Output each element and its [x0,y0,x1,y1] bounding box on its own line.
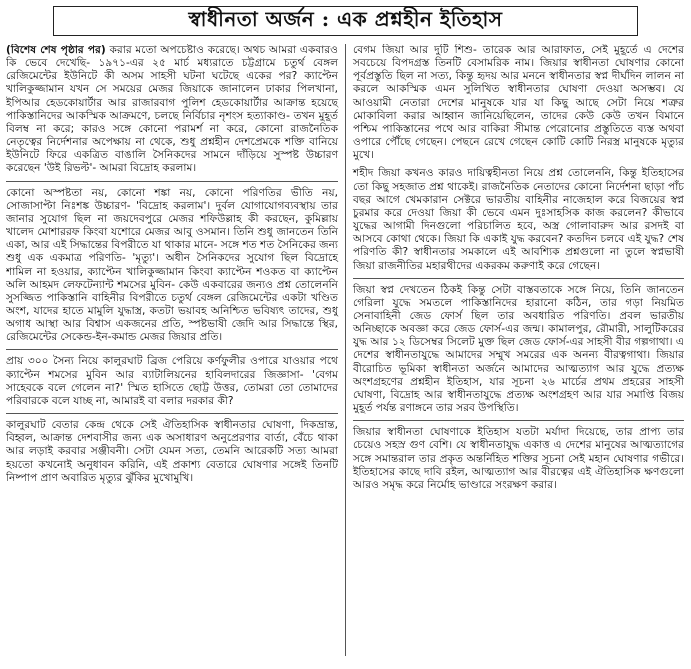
headline-box [53,6,638,36]
article-paragraph: জিয়ার স্বাধীনতা ঘোষণাকে ইতিহাস যতটা মর্যাদা দিয়েছে, তার প্রাপ্য তার চেয়েও সহস্র গুণ বেশি। যে স্বাধীনতাযুদ্ধ একাত্ত এ দেশের মানুষের আত্মত্যাগের সঙ্গে সমান্তরাল তার প্রকৃত অন্তর্নিহিত শক্তির সূচনা সেই মহান ঘোষণার গভীরে। ইতিহাসের কাছে দাবি রইল, আত্মত্যাগ আর বীরত্বের এই ঐতিহাসিক ক্ষণগুলো আরও সমৃদ্ধ করে নির্মোহ ভাণ্ডারে সংরক্ষণ করার। [353,426,684,491]
right-column [345,44,684,656]
article-paragraph: বেগম জিয়া আর দুটি শিশু- তারেক আর আরাফাত, সেই মুহূর্তে এ দেশের সবচেয়ে বিপদগ্রস্ত তিনটি বেসামরিক নাম। জিয়ার স্বাধীনতা ঘোষণার কোনো পূর্বপ্রস্তুতি ছিল না সত্য, কিন্তু হৃদয় আর মননে স্বাধীনতার স্বপ্ন দীর্ঘদিন লালন না করলে আকস্মিক এমন সুলিখিত স্বাধীনতার ঘোষণা দেওয়া অসম্ভব। যে আওয়ামী নেতারা দেশের মানুষকে যার যা কিছু আছে সেটা নিয়ে শত্রুর মোকাবিলা করার আহ্বান জানিয়েছিলেন, তাদের কেউ কেউ তখন বিমানে পশ্চিম পাকিস্তানের পথে আর বাকিরা সীমান্ত পেরোনোর প্রস্তুতিতে ব্যস্ত অথবা ওপারে পৌঁছে গেছেন। পেছনে রেখে গেছেন কোটি কোটি নিরস্ত্র মানুষকে মৃত্যুর মুখে। [353,44,684,162]
article-paragraph: কালুরঘাট বেতার কেন্দ্র থেকে সেই ঐতিহাসিক স্বাধীনতার ঘোষণা, দিকভ্রান্ত, বিহ্বল, আক্রান্ত দেশবাসীর জন্য এক অসাধারণ অনুপ্রেরণার বার্তা, বেঁচে থাকা আর লড়াই করবার সঞ্জীবনী। সেটা যেমন সত্য, তেমনি আরেকটি সত্য আমরা হয়তো কখনোই অনুধাবন করিনি, এই প্রকাশ্য বেতারে ঘোষণার সঙ্গেই তিনটি নিষ্পাপ প্রাণ অবারিত মৃত্যুর ঝুঁকির মুখোমুখি। [6,419,338,484]
left-column [6,44,345,656]
article-paragraph: জিয়া স্বপ্ন দেখতেন ঠিকই কিন্তু সেটা বাস্তবতাকে সঙ্গে নিয়ে, তিনি জানতেন গেরিলা যুদ্ধে সমতলে পাকিস্তানিদের হারানো কঠিন, তার গড়া নিয়মিত সেনাবাহিনী জেড ফোর্স ছিল তার অবধারিত পরিণতি। প্রবল ভারতীয় অনিচ্ছাকে অবজ্ঞা করে জেড ফোর্স-এর জন্ম। কামালপুর, রৌমারী, সালুটিকরের যুদ্ধ আর ১২ ডিসেম্বর সিলেট মুক্ত ছিল জেড ফোর্স-এর সাহসী বীর গল্পগাথা। এ দেশের স্বাধীনতাযুদ্ধে আমাদের সম্মুখ সমরের এক অনন্য বীরত্বগাথা। জিয়ার বীরোচিত ভূমিকা স্বাধীনতা অর্জনে আমাদের আত্মত্যাগ আর যুদ্ধে প্রত্যক্ষ অংশগ্রহণের প্রশ্নহীন ইতিহাস, যার সূচনা ২৬ মার্চের প্রথম প্রহরের সাহসী ঘোষণা, বিদ্রোহ আর স্বাধীনতাযুদ্ধে প্রত্যক্ষ অংশগ্রহণ আর যার সমাপ্তি বিজয় মুহূর্ত পর্যন্ত রণাঙ্গনে তার সরব উপস্থিতি। [353,283,684,415]
paragraph-divider [6,181,338,182]
paragraph-divider [353,278,684,279]
headline: স্বাধীনতা অর্জন : এক প্রশ্নহীন ইতিহাস [188,6,503,31]
continuation-label: (বিশেষ শেষ পৃষ্ঠার পর) [6,44,106,56]
article-columns [6,44,685,656]
paragraph-text: করার মতো অপচেষ্টাও করেছে। অথচ আমরা একবারও কি ভেবে দেখেছি- ১৯৭১-এর ২৫ মার্চ মধ্যরাতে চট্টগ্রামে চতুর্থ বেঙ্গল রেজিমেন্টের ইউনিটে কী অসম সাহসী ঘটনা ঘটেছে একের পর? ক্যাপ্টেন খালিকুজ্জামান যখন সে সময়ের মেজর জিয়াকে জানালেন ঢাকার পিলখানা, ইপিআর হেডকোয়ার্টার আর রাজারবাগ পুলিশ হেডকোয়ার্টার আক্রান্ত হয়েছে পাকিস্তানিদের আকস্মিক আক্রমণে, চলছে নির্বিচার নৃশংস হত্যাকাণ্ড- তখন মুহূর্ত বিলম্ব না করে; কারও সঙ্গে কোনো পরামর্শ না করে, কোনো রাজনৈতিক নেতৃত্বের নির্দেশনার অপেক্ষায় না থেকে, শুধু প্রশ্নহীন দেশপ্রেমকে শক্তি বানিয়ে ইউনিটে ফিরে একত্রিত বাঙালি সৈনিকদের সামনে দাঁড়িয়ে সুস্পষ্ট উচ্চারণ করেছেন 'উই রিভল্ট'- আমরা বিদ্রোহ করলাম। [6,44,338,175]
paragraph-divider [6,349,338,350]
article-paragraph: কোনো অস্পষ্টতা নয়, কোনো শঙ্কা নয়, কোনো পরিণতির ভীতি নয়, সোজাসাপ্টা নিঃশঙ্ক উচ্চারণ- 'বিদ্রোহ করলাম'। দুর্বল যোগাযোগব্যবস্থায় তার জানার সুযোগ ছিল না জয়দেবপুরে মেজর শফিউল্লাহ কী করছেন, কুমিল্লায় খালেদ মোশাররফ কিংবা যশোরে মেজর আবু ওসমান। তিনি শুধু জানতেন তিনি একা, আর এই সিদ্ধান্তের বিপরীতে যা থাকার মানে- সঙ্গে শত শত সৈনিকের জন্য শুধু এক একমাত্র পরিণতি- 'মৃত্যু'। অধীন সৈনিকদের সুযোগ ছিল বিদ্রোহে শামিল না হওয়ার, ক্যাপ্টেন খালিকুজ্জামান কিংবা ক্যাপ্টেন শওকত বা ক্যাপ্টেন অলি আহমদ লেফটেন্যান্ট শমসের মুবিন- কেউ একবারের জন্যও প্রশ্ন তোলেননি সুসজ্জিত পাকিস্তানি বাহিনীর বিপরীতে চতুর্থ বেঙ্গল রেজিমেন্টের একটা খণ্ডিত অংশ, যাদের হাতে মামুলি যুদ্ধাস্ত্র, কতটা ভয়াবহ অনিশ্চিত ভবিষ্যৎ তাদের, শুধু অগাধ আস্থা আর বিশ্বাস একজনের প্রতি, স্পষ্টভাষী জেদি আর সিদ্ধান্তে স্থির, রেজিমেন্টের সেকেন্ড-ইন-কমান্ড মেজর জিয়ার প্রতি। [6,186,339,344]
article-paragraph: শহীদ জিয়া কখনও কারও দায়িত্বহীনতা নিয়ে প্রশ্ন তোলেননি, কিন্তু ইতিহাসের তো কিছু সহজাত প্রশ্ন থাকেই। রাজনৈতিক নেতাদের কোনো নির্দেশনা ছাড়া পাঁচ বছর আগে খেমকারান সেক্টরে ভারতীয় বাহিনীর নাজেহাল করে বিজয়ের স্বপ্ন চুরমার করে দেওয়া জিয়া কী ভেবে এমন দুঃসাহসিক কাজ করলেন? কীভাবে যুদ্ধের আগামী দিনগুলো পরিচালিত হবে, অস্ত্র গোলাবারুদ আর রসদই বা আসবে কোথা থেকে। জিয়া কি একাই যুদ্ধ করবেন? কতদিন চলবে এই যুদ্ধ? শেষ পরিণতি কী? স্বাধীনতার সমকালে এই আবশ্যিক প্রশ্নগুলো না তুলে স্বপ্নভাষী জিয়া রাজনীতির মহারথীদের একরকম করুণাই করে গেছেন। [353,167,684,272]
paragraph-divider [353,420,684,421]
paragraph-divider [6,413,338,414]
article-paragraph: প্রায় ৩০০ সৈন্য নিয়ে কালুরঘাট ব্রিজ পেরিয়ে কর্ণফুলীর ওপারে যাওয়ার পথে ক্যাপ্টেন শমসের মুবিন আর ব্যাটালিয়নের হাবিলদারের জিজ্ঞাসা- 'বেগম সাহেবকে বলে গেলেন না?' স্মিত হাসিতে ছোট্ট উত্তর, তোমরা তো তোমাদের পরিবারকে বলে যাচ্ছ না, আমারই বা বলার দরকার কী? [6,355,338,407]
article-paragraph [6,44,338,176]
